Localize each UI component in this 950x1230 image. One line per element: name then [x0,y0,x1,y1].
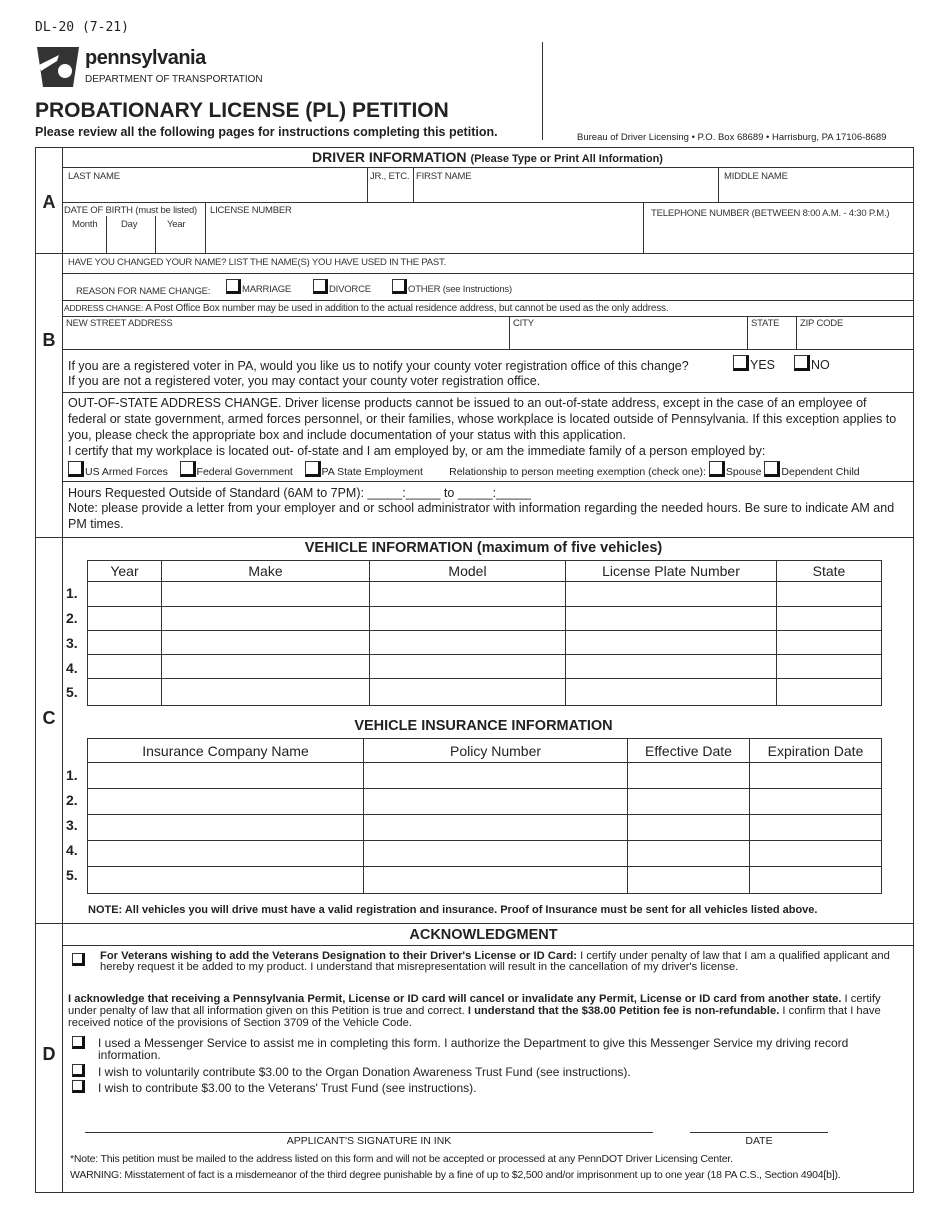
middle-name-field[interactable]: MIDDLE NAME [724,171,788,182]
hours-requested-field[interactable]: Hours Requested Outside of Standard (6AM to 7PM): _____:_____ to _____:_____ [68,486,531,500]
logo-name: pennsylvania [85,47,206,69]
row-number: 5. [66,867,78,883]
warning-text: WARNING: Misstatement of fact is a misdemeanor of the third degree punishable by a fine of up to $2,500 and/or imprisonment up to one year (18 PA C.S., Section 4904[b]). [70,1169,841,1181]
vehicle-info-heading: VEHICLE INFORMATION (maximum of five vehicles) [304,540,663,556]
organ-donation-text: I wish to voluntarily contribute $3.00 to the Organ Donation Awareness Trust Fund (see instructions). [98,1065,631,1079]
driver-info-heading: DRIVER INFORMATION (Please Type or Print All Information) [312,149,663,165]
col-policy: Policy Number [364,739,628,763]
section-d-label: D [42,1044,56,1064]
voter-note: If you are not a registered voter, you may contact your county voter registration office. [68,374,541,388]
hours-note: Note: please provide a letter from your employer and or school administrator with information regarding the needed hours. Be sure to indicate AM and PM times. [68,501,895,531]
col-model: Model [370,561,566,582]
mail-note: *Note: This petition must be mailed to the address listed on this form and will not be accepted or processed at any PennDOT Driver Licensing Center. [70,1153,733,1165]
row-number: 2. [66,610,78,626]
section-a-label: A [42,192,56,212]
vehicle-row[interactable] [88,582,882,607]
row-number: 3. [66,635,78,651]
federal-government-checkbox[interactable]: Federal Government [180,466,293,478]
vehicle-row[interactable] [88,631,882,655]
dob-label: DATE OF BIRTH (must be listed) [64,205,198,216]
penndot-logo [35,45,265,90]
voter-no-checkbox[interactable]: NO [794,355,830,373]
insurance-row[interactable] [88,763,882,789]
row-number: 4. [66,842,78,858]
subtitle: Please review all the following pages for instructions completing this petition. [35,125,498,139]
relationship-label: Relationship to person meeting exemption (check one): [449,466,706,478]
us-armed-forces-checkbox[interactable]: US Armed Forces [68,466,168,478]
form-id: DL-20 (7-21) [35,20,129,35]
date-line[interactable] [690,1132,828,1133]
pa-state-employment-checkbox[interactable]: PA State Employment [305,466,423,478]
veterans-fund-text: I wish to contribute $3.00 to the Veterans' Trust Fund (see instructions). [98,1081,477,1095]
dob-year-field[interactable]: Year [167,219,186,230]
insurance-heading: VEHICLE INSURANCE INFORMATION [354,718,613,734]
date-label: DATE [745,1135,773,1147]
vehicle-row[interactable] [88,679,882,706]
section-c-label: C [42,708,56,728]
logo-dept: DEPARTMENT OF TRANSPORTATION [85,74,263,85]
address-change-note: ADDRESS CHANGE: A Post Office Box number may be used in addition to the actual residence address, but cannot be used as the only address. [64,303,669,314]
section-b-label: B [42,330,56,350]
row-number: 1. [66,767,78,783]
telephone-field[interactable]: TELEPHONE NUMBER (BETWEEN 8:00 A.M. - 4:30 P.M.) [651,208,890,219]
vehicle-table [87,560,882,706]
messenger-text: I used a Messenger Service to assist me in completing this form. I authorize the Department to give this Messenger Service my driving record information. [98,1036,849,1062]
row-number: 1. [66,585,78,601]
name-change-field[interactable]: HAVE YOU CHANGED YOUR NAME? LIST THE NAME(S) YOU HAVE USED IN THE PAST. [68,257,447,268]
exemption-options [68,461,860,478]
insurance-row[interactable] [88,815,882,841]
voter-question: If you are a registered voter in PA, would you like us to notify your county voter registration office of this change? [68,359,689,373]
city-field[interactable]: CITY [513,318,534,329]
voter-yes-checkbox[interactable]: YES [733,355,775,373]
veterans-fund-checkbox[interactable] [72,1078,86,1096]
state-field[interactable]: STATE [751,318,780,329]
dob-day-field[interactable]: Day [121,219,138,230]
keystone-logo-icon [35,45,81,89]
zip-field[interactable]: ZIP CODE [800,318,844,329]
last-name-field[interactable]: LAST NAME [68,171,120,182]
spouse-checkbox[interactable]: Spouse [709,466,762,478]
out-of-state-text: OUT-OF-STATE ADDRESS CHANGE. Driver license products cannot be issued to an out-of-state address, except in the case of an employee of federal or state government, armed forces personnel, or their families, whose workplace is located outside of Pennsylvania. If this exception applies to you, please check the appropriate box and include documentation of your status with this application. [68,396,897,442]
page-title: PROBATIONARY LICENSE (PL) PETITION [35,99,449,122]
row-number: 4. [66,660,78,676]
insurance-table [87,738,882,894]
signature-label: APPLICANT'S SIGNATURE IN INK [286,1135,452,1147]
row-number: 3. [66,817,78,833]
marriage-checkbox[interactable]: MARRIAGE [226,279,291,295]
other-checkbox[interactable]: OTHER (see Instructions) [392,279,512,295]
insurance-row[interactable] [88,841,882,867]
divorce-checkbox[interactable]: DIVORCE [313,279,371,295]
dependent-child-checkbox[interactable]: Dependent Child [764,466,859,478]
veterans-designation-text: For Veterans wishing to add the Veterans Designation to their Driver's License or ID Card: I certify under penalty of law that I am a qualified applicant and hereby request it be added to my product. I understand that misrepresentation will result in the cancellation of my driver's license. [100,950,890,973]
street-address-field[interactable]: NEW STREET ADDRESS [66,318,173,329]
col-year: Year [88,561,162,582]
row-number: 2. [66,792,78,808]
reason-label: REASON FOR NAME CHANGE: [76,286,211,297]
insurance-row[interactable] [88,867,882,894]
acknowledgment-heading: ACKNOWLEDGMENT [409,927,558,943]
acknowledgment-text: I acknowledge that receiving a Pennsylvania Permit, License or ID card will cancel or invalidate any Permit, License or ID card from another state. I certify under penalty of law that all information given on this Petition is true and correct. I understand that the $38.00 Petition fee is non-refundable. I confirm that I have received notice of the provisions of Section 3709 of the Vehicle Code. [68,993,881,1029]
vehicle-row[interactable] [88,655,882,679]
veterans-designation-checkbox[interactable] [72,951,86,969]
messenger-checkbox[interactable] [72,1034,86,1052]
license-number-field[interactable]: LICENSE NUMBER [210,205,292,216]
row-number: 5. [66,684,78,700]
dob-month-field[interactable]: Month [72,219,98,230]
vehicle-row[interactable] [88,607,882,631]
signature-line[interactable] [85,1132,653,1133]
suffix-field[interactable]: JR., ETC. [370,171,410,182]
col-plate: License Plate Number [566,561,777,582]
insurance-note: NOTE: All vehicles you will drive must have a valid registration and insurance. Proof of Insurance must be sent for all vehicles listed above. [88,904,818,916]
col-state: State [777,561,882,582]
col-company: Insurance Company Name [88,739,364,763]
first-name-field[interactable]: FIRST NAME [416,171,472,182]
certify-text: I certify that my workplace is located out- of-state and I am employed by, or am the immediate family of a person employed by: [68,444,766,458]
bureau-address: Bureau of Driver Licensing • P.O. Box 68689 • Harrisburg, PA 17106-8689 [577,132,887,143]
col-effective: Effective Date [628,739,750,763]
col-make: Make [162,561,370,582]
insurance-row[interactable] [88,789,882,815]
col-expiration: Expiration Date [750,739,882,763]
